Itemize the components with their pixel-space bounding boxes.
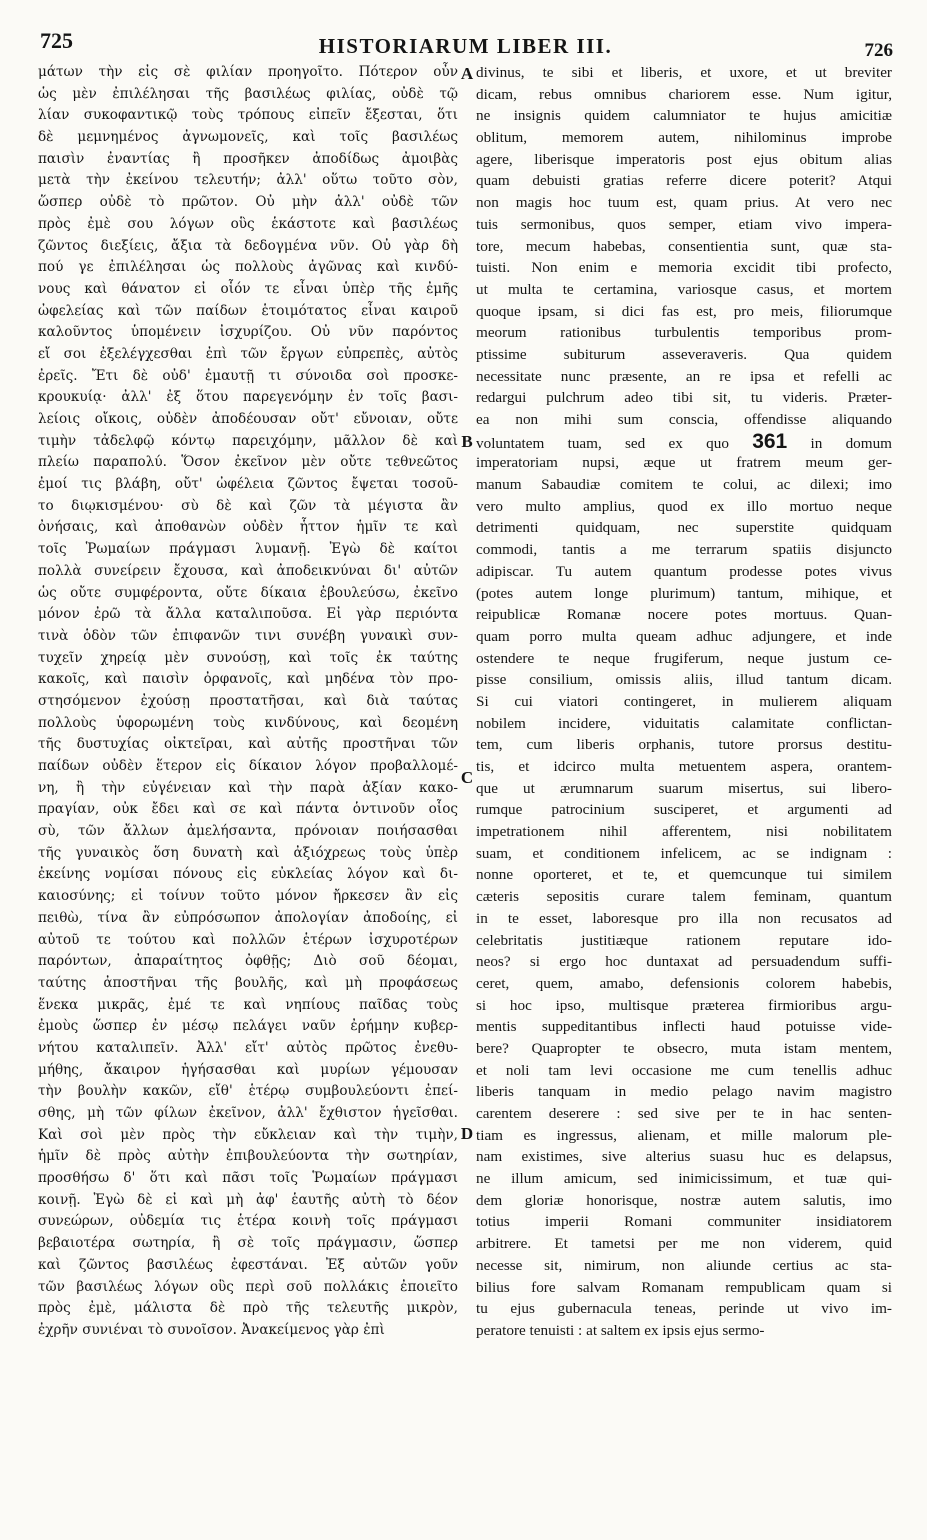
latin-line: ne insignis quidem calumniator te hujus amicitiæ: [476, 107, 892, 125]
latin-line: quoque ipsam, si dici fas est, pro meis, filiorumque: [476, 302, 892, 320]
greek-line: λείοις οἴκοις, οὐδὲν ἀποδέουσαν οὔτ' εὔνοιαν, οὔτε: [38, 411, 458, 427]
latin-line: redargui pulchrum adeo tibi sit, tu videris. Præter-: [476, 389, 892, 407]
greek-line: πρὸς ἐμὲ, μάλιστα δὲ πρὸ τῆς τελευτῆς μικρὸν,: [38, 1300, 458, 1317]
greek-line: νους καὶ θάνατον εἰ οἷόν τε εἶναι ὑπὲρ τῆς ἐμῆς: [38, 280, 458, 297]
greek-line: μάτων τὴν εἰς σὲ φιλίαν προηγοῖτο. Πότερον οὖν: [38, 64, 458, 80]
greek-line: ὡς μὲν ἐπιλέλησαι τῆς βασιλέως φιλίας, οὐδὲ τῷ: [38, 85, 458, 102]
greek-line: παισὶν ἐναντίας ἢ προσῆκεν ἀποδίδως ἀμοιβὰς: [38, 150, 458, 167]
latin-line: oblitum, memorem autem, nihilominus improbe: [476, 129, 892, 147]
margin-marker-d: D: [460, 1124, 474, 1143]
greek-line: πολλὰ συνείρειν ἔχουσα, καὶ ἀποδεικνύναι δι' αὐτῶν: [38, 562, 458, 579]
running-title: HISTORIARUM LIBER III.: [318, 34, 613, 58]
greek-line: δὲ μεμνημένος ἀγνωμονεῖς, καὶ τοῖς βασιλέως: [38, 129, 458, 146]
greek-line: ἕνεκα μικρᾶς, ἐμέ τε καὶ νηπίους παῖδας τοὺς: [38, 996, 458, 1013]
greek-line: πολλοὺς ὑφορωμένη τοὺς κινδύνους, καὶ δεομένη: [38, 714, 458, 731]
margin-marker-c: C: [460, 768, 474, 787]
latin-line: meorum rationibus turbulentis temporibus prom-: [476, 324, 892, 342]
greek-line: ἐμοί τις βλάβη, οὔτ' ὠφέλεια ζῶντος ἔψεται τοσοῦ-: [38, 476, 458, 493]
latin-line: rumque patrocinium susciperet, et argumenti ad: [476, 801, 892, 819]
page-number-right: 726: [864, 40, 893, 61]
latin-line: adipiscar. Tu autem quantum prodesse potes vivus: [476, 562, 892, 580]
greek-line: τιμὴν τἀδελφῷ κόντῳ παρειχόμην, μᾶλλον δὲ καὶ: [38, 432, 458, 449]
latin-line: tuisti. Non enim e memoria excidit tibi profecto,: [476, 259, 892, 277]
greek-line: ἐχρῆν συνιέναι τὸ συνοῖσον. Ἀνακείμενος γὰρ ἐπὶ: [38, 1321, 385, 1338]
latin-line: tiam es ingressus, alienam, et mille malorum ple-: [476, 1126, 892, 1144]
greek-line: συνεώρων, οὐδεμία τις ἑτέρα κοινὴ τοῖς πράγμασι: [38, 1213, 458, 1230]
latin-line: ostendere te neque frugiferum, neque justum ce-: [476, 649, 892, 667]
greek-line: τὴν βουλὴν κακῶν, εἴθ' ἑτέρῳ συμβουλεύοντι ἐπεί-: [38, 1083, 458, 1100]
greek-line: τοῖς Ῥωμαίων πράγμασι λυμανῇ. Ἐγὼ δὲ καίτοι: [38, 541, 458, 558]
latin-line: et noli tam levi occasione me cum tenellis adhuc: [476, 1061, 892, 1079]
greek-line: λίαν συκοφαντικῷ τοὺς τρόπους εἰπεῖν ἔξεσται, ὅτι: [38, 107, 458, 124]
latin-line: in te esset, laboresque pro illa non recusatos ad: [476, 909, 892, 927]
latin-line: impetrationem nihil afferentem, nisi nobilitatem: [476, 823, 892, 841]
latin-text-column: [476, 62, 892, 1342]
greek-line: πρὸς ἐμὲ σου λόγων οὓς ἑκάστοτε καὶ βασιλέως: [38, 215, 458, 232]
latin-line: [476, 431, 892, 453]
greek-line: εἴ σοι ἐξελέγχεσθαι ἐπὶ τῶν ἔργων εὐπρεπὲς, αὐτὸς: [38, 345, 458, 362]
latin-line: quam porro multa queam adhuc adjungere, et inde: [476, 627, 892, 645]
latin-line: bilius fore salvam Romanam rempublicam quam si: [476, 1278, 892, 1296]
latin-line: peratore tenuisti : at saltem ex ipsis ejus sermo-: [476, 1321, 765, 1339]
greek-line: ὀνήσαις, καὶ ἀποθανὼν οὐδὲν ἧττον ἡμῖν τε καὶ: [38, 519, 458, 536]
latin-line: necessitate nunc præsente, an re ipsa et refelli ac: [476, 367, 892, 385]
latin-line: neos? si ergo hoc duntaxat ad persuadendum suffi-: [476, 953, 892, 971]
latin-line: carentem deserere : sed sive per te in hac senten-: [476, 1105, 892, 1122]
latin-line: nobilem incidere, viduitatis calamitate conflictan-: [476, 714, 892, 732]
greek-line: τῆς δυστυχίας οἰκτεῖραι, καὶ αὐτῆς προστῆναι τῶν: [38, 736, 458, 753]
latin-line-text: voluntatem tuam, sed ex quo: [476, 434, 729, 452]
latin-line: ceret, quem, amabo, defensionis colorem habebis,: [476, 974, 892, 992]
page-number-left: 725: [40, 28, 73, 53]
greek-line: προσθήσω δ' ὅτι καὶ πᾶσι τοῖς Ῥωμαίων πράγμασι: [38, 1170, 458, 1187]
latin-line: Si cui viatori contingeret, in mulierem aliquam: [476, 692, 892, 710]
latin-line: suam, et conditionem infelicem, ac se indignam :: [476, 844, 892, 862]
latin-line: reipublicæ Romanæ nocere potes mortuus. Quan-: [476, 606, 892, 624]
latin-line: commodi, tantis a me terrarum spatiis disjuncto: [476, 541, 892, 559]
greek-line: καλοῦντος ὑπομένειν ἰσχυρίζου. Οὐ νῦν παρόντος: [38, 324, 458, 341]
greek-line: ὡς οὔτε συμφέροντα, οὔτε δίκαια ἐβουλεύσω, ἐκεῖνο: [38, 584, 458, 601]
greek-text-column: [38, 62, 458, 1342]
greek-line: καὶ ζῶντος βασιλέως ἐφεστάναι. Ἐξ αὐτῶν γοῦν: [38, 1256, 458, 1273]
greek-line: τῶν βασιλέως λόγων οὓς περὶ σοῦ πολλάκις ἐποιεῖτο: [38, 1278, 458, 1295]
latin-line: ut multa te certamina, variosque casus, et mortem: [476, 280, 892, 298]
latin-line-text: in domum: [810, 434, 892, 452]
greek-line: κοινῇ. Ἐγὼ δὲ εἰ καὶ μὴ ἀφ' ἑαυτῆς αὐτὴ τὸ δέον: [38, 1191, 458, 1208]
greek-line: καιοσύνης; εἰ τοίνυν τοῦτο μόνον ἤρκεσεν ἂν εἰς: [38, 888, 458, 905]
latin-line: dem gloriæ honorisque, nostræ autem salutis, imo: [476, 1191, 892, 1209]
latin-line: manum Sabaudiæ comitem te colui, ac dilexi; imo: [476, 476, 892, 494]
latin-line: agere, liberisque imperatoris post ejus obitum alias: [476, 150, 892, 168]
latin-line: necesse sit, nimirum, non aliunde certius ac sta-: [476, 1256, 892, 1274]
latin-line: divinus, te sibi et liberis, et uxore, et ut breviter: [476, 64, 892, 81]
latin-line: tu ejus gubernacula teneas, perinde ut vivo im-: [476, 1300, 892, 1318]
latin-line: non magis hoc tuum est, quam prius. At vero nec: [476, 194, 892, 212]
latin-line: bere? Quapropter te obsecro, muta istam mentem,: [476, 1039, 892, 1057]
greek-line: βεβαιοτέρα σωτηρία, ἢ σὲ τοῖς πράγμασιν, ὥσπερ: [38, 1235, 458, 1252]
latin-line: ptissime subiturum asseveraveris. Qua quidem: [476, 345, 892, 363]
latin-line: (potes autem longe plurimum) tantum, mihique, et: [476, 584, 892, 602]
greek-line: τυχεῖν χηρείᾳ μὲν συνούσῃ, καὶ τοῖς ἐκ ταύτης: [38, 649, 458, 666]
greek-line: σθης, μὴ τῶν φίλων ἐκεῖνον, ἀλλ' ἔχθιστον ἡγεῖσθαι.: [38, 1105, 458, 1121]
latin-line: tis, et idcirco multa metuentem aspera, orantem-: [476, 758, 892, 775]
latin-line: arbitrere. Et tametsi per me non viderem, quid: [476, 1235, 892, 1253]
latin-line: tuis sermonibus, quos semper, etiam vivo impera-: [476, 215, 892, 233]
greek-line: ἐμοὺς ὥσπερ ἐν μέσῳ πελάγει ναῦν ἐρήμην κυβερ-: [38, 1018, 458, 1035]
greek-line: στησόμενον ἐχούσῃ προστατῆσαι, καὶ διὰ ταύτας: [38, 692, 458, 709]
latin-line: dicam, rebus omnibus chariorem esse. Num igitur,: [476, 85, 892, 103]
greek-line: μετὰ τὴν ἐκείνου τελευτήν; ἀλλ' οὕτω τοῦτο σὸν,: [38, 172, 458, 189]
greek-line: αὐτοῦ τε τούτου καὶ πολλῶν ἑτέρων ἰσχυροτέρων: [38, 931, 458, 948]
latin-line: tem, cum liberis orphanis, tutore prorsus destitu-: [476, 736, 892, 754]
latin-line: imperatoriam nupsi, æque ut fratrem meum ger-: [476, 454, 892, 472]
latin-line: mentis suppeditantibus inflecti haud potuisse vide-: [476, 1018, 892, 1036]
greek-line: ὠφελείας καὶ τῶν παίδων ἑτοιμότατος εἶναι καιροῦ: [38, 302, 458, 319]
greek-line: κρουκυίᾳ· ἀλλ' ἐξ ὅτου παρεγενόμην ἐν τοῖς βασι-: [38, 389, 458, 406]
greek-line: ταύτης ἀποστῆναι τῆς βουλῆς, καὶ μὴ προφάσεως: [38, 974, 458, 991]
greek-line: πραγίαν, οὐκ ἔδει καὶ σε καὶ πάντα ὁντινοῦν οἷος: [38, 801, 458, 818]
greek-line: νήτου καταλιπεῖν. Ἀλλ' εἴτ' αὐτὸς πρῶτος ἐνεθυ-: [38, 1039, 458, 1056]
greek-line: Καὶ σοὶ μὲν πρὸς τὴν εὔκλειαν καὶ τὴν τιμὴν,: [38, 1126, 458, 1143]
latin-line: ea non mihi sum conscia, offendisse aliquando: [476, 411, 892, 428]
greek-line: μήθης, ἄκαιρον ἡγήσασθαι καὶ μυρίων γέμουσαν: [38, 1061, 458, 1078]
latin-line: pisse consilium, omissis aliis, illud tantum dicam.: [476, 671, 892, 689]
greek-line: πλείω παραπολύ. Ὅσον ἐκεῖνον μὲν οὔτε τεθνεῶτος: [38, 454, 458, 471]
latin-line: cæteris sepositis curare talem feminam, quantum: [476, 888, 892, 906]
latin-line: liberis tanquam in medio pelago navim magistro: [476, 1083, 892, 1101]
margin-marker-b: B: [461, 432, 473, 451]
latin-line: nam existimes, sive alterius suasu huc es delapsus,: [476, 1148, 892, 1166]
greek-line: παίδων οὐδὲν ἕτερον εἰς δίκαιον λόγον προβαλλομέ-: [38, 758, 458, 774]
greek-line: τινὰ ὁδὸν τῶν ἐπιφανῶν τινι συνέβη γυναικὶ συν-: [38, 627, 458, 644]
latin-line: celebritatis justitiæque rationem reputare ido-: [476, 931, 892, 949]
greek-line: ὥσπερ οὐδὲ τὸ πρῶτον. Οὐ μὴν ἀλλ' οὐδὲ τῶν: [38, 194, 458, 211]
latin-line: nonne oporteret, et te, et quemcunque tui similem: [476, 866, 892, 884]
latin-line: si hoc ipso, multisque præterea firmioribus argu-: [476, 996, 892, 1014]
greek-line: νη, ἢ τὴν εὐγένειαν καὶ τὴν παρὰ ἀξίαν κακο-: [38, 779, 458, 796]
greek-line: σὺ, τῶν ἄλλων ἀμελήσαντα, πρόνοιαν ποιήσασθαι: [38, 823, 458, 840]
greek-line: ἐρεῖς. Ἔτι δὲ οὐδ' ἐμαυτῇ τι σύνοιδα σοὶ προσκε-: [38, 367, 458, 384]
greek-line: ἡμῖν δὲ πρὸς αὐτὴν ἐπιβουλεύοντα τὴν σωτηρίαν,: [38, 1148, 458, 1165]
latin-line: detrimenti quidquam, nec superstite quidquam: [476, 519, 892, 537]
greek-line: πού γε ἐπιλέλησαι ὡς πολλοὺς ἀγῶνας καὶ κινδύ-: [38, 259, 458, 276]
latin-line: tore, mecum habebas, consentientia sunt, quæ sta-: [476, 237, 892, 255]
greek-line: το διῳκισμένου· σὺ δὲ καὶ ζῶν τὰ μέγιστα ἂν: [38, 497, 458, 514]
edition-page-number: 361: [752, 430, 788, 453]
latin-line: vero multo amplius, quod ex illo mortuo neque: [476, 497, 892, 515]
greek-line: ἐκείνης νομίσαι πόνους εἰς εὐκλείας λόγον καὶ δι-: [38, 866, 458, 883]
greek-line: μόνον ἐρῶ τὰ ἄλλα καταλιποῦσα. Εἰ γὰρ περιόντα: [38, 606, 458, 623]
greek-line: τῆς γυναικὸς ὅση δυνατὴ καὶ ἀξιόχρεως τοὺς ὑπὲρ: [38, 844, 458, 861]
greek-line: κακοῖς, καὶ παισὶν ὀρφανοῖς, καὶ μηδένα τὸν προ-: [38, 671, 458, 688]
latin-line: quam debuisti gratias referre dicere poterit? Atqui: [476, 172, 892, 190]
margin-marker-a: A: [460, 64, 474, 83]
greek-line: παρόντων, ἀπαραίτητος ὀφθῇς; Διὸ σοῦ δέομαι,: [38, 953, 458, 970]
latin-line: ne illum amicum, sed inimicissimum, et tuæ qui-: [476, 1170, 892, 1188]
greek-line: ζῶντος διεξίεις, ἄξια τὰ δεδογμένα νῦν. Οὐ γὰρ δὴ: [38, 237, 458, 254]
latin-line: totius imperii Romani communiter insidiatorem: [476, 1213, 892, 1231]
latin-line: que ut ærumnarum suarum misertus, sui libero-: [476, 779, 892, 797]
greek-line: πειθὼ, τίνα ἂν εὐπρόσωπον ἀπολογίαν ἀποδοίης, εἰ: [38, 909, 458, 926]
